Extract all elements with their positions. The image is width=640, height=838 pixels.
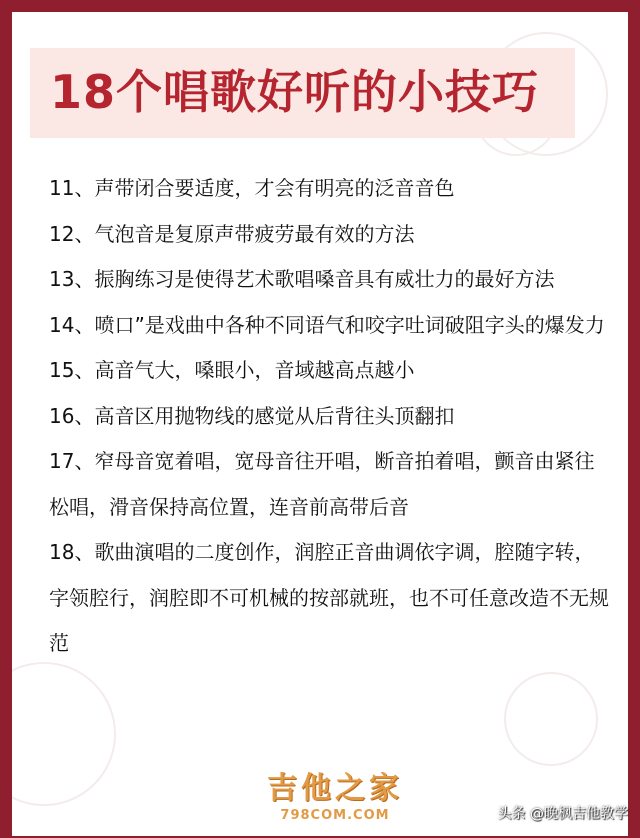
watermark-title: 吉他之家 xyxy=(267,771,403,806)
list-item: 11、声带闭合要适度，才会有明亮的泛音音色 xyxy=(49,176,455,200)
list-item: 15、高音气大，嗓眼小，音域越高点越小 xyxy=(49,358,415,382)
page-card xyxy=(12,12,628,836)
list-item: 17、窄母音宽着唱，宽母音往开唱，断音拍着唱，颤音由紧往松唱，滑音保持高位置，连音前高带后音 xyxy=(49,449,595,519)
list-item: 13、振胸练习是使得艺术歌唱嗓音具有威壮力的最好方法 xyxy=(49,267,555,291)
cloud-decoration xyxy=(12,662,116,806)
list-item: 14、喷口”是戏曲中各种不同语气和咬字吐词破阻字头的爆发力 xyxy=(49,312,605,337)
tips-list xyxy=(49,166,611,667)
list-item: 16、高音区用抛物线的感觉从后背往头顶翻扣 xyxy=(49,403,455,428)
list-item: 12、气泡音是复原声带疲劳最有效的方法 xyxy=(49,221,415,246)
watermark-site: 798COM.COM xyxy=(280,808,390,823)
author-credit: 头条 @晚枫吉他教学 xyxy=(497,806,628,822)
page-title: 18个唱歌好听的小技巧 xyxy=(50,65,540,119)
cloud-decoration xyxy=(504,672,598,766)
watermark xyxy=(250,770,420,824)
list-item: 18、歌曲演唱的二度创作，润腔正音曲调依字调，腔随字转，字领腔行，润腔即不可机械的按部就班，也不可任意改造不无规范 xyxy=(49,540,609,655)
